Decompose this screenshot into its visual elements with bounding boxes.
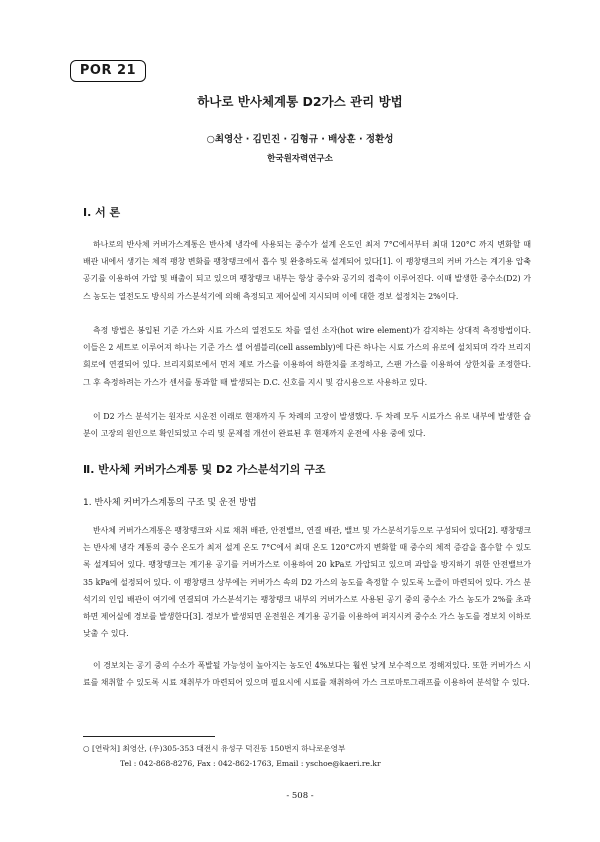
page-number: - 508 -	[286, 791, 314, 801]
paper-title: 하나로 반사체계통 D2가스 관리 방법	[197, 94, 403, 109]
author-list: ○최영산 · 김민진 · 김형규 · 배상훈 · 정환성	[206, 134, 394, 145]
intro-paragraph-3: 이 D2 가스 분석기는 원자로 시운전 이래로 현재까지 두 차례의 고장이 발생했다. 두 차례 모두 시료가스 유로 내부에 발생한 습분이 고장의 원인으로 확인되었고 수리 및 문제점 개선이 완료된 후 현재까지 운전에 사용 중에 있다.	[83, 412, 531, 439]
intro-paragraph-2: 측정 방법은 봉입된 기준 가스와 시료 가스의 열전도도 차를 열선 소자(hot wire element)가 감지하는 상대적 측정방법이다. 이들은 2 세트로 이루어져 하나는 기준 가스 셀 어셈블리(cell assembly)에 다른 하나는 시료 가스의 유로에 설치되며 각각 브리지 회로에 연결되어 있다. 브리지회로에서 먼저 제로 가스를 이용하여 하한치를 조정하고, 스팬 가스를 이용하여 상한치를 조정한다. 그 후 측정하려는 가스가 센서를 통과할 때 발생되는 D.C. 신호를 지시 및 감시용으로 사용하고 있다.	[83, 326, 531, 387]
contact-footnote: ○ [연락처] 최영산, (우)305-353 대전시 유성구 덕진동 150번지 하나로운영부	[83, 744, 346, 753]
section-heading-introduction: Ⅰ. 서 론	[83, 206, 121, 219]
structure-paragraph-2: 이 경보치는 공기 중의 수소가 폭발될 가능성이 높아지는 농도인 4%보다는 훨씬 낮게 보수적으로 정해져있다. 또한 커버가스 시료를 채취할 수 있도록 시료 채취부가 마련되어 있으며 필요시에 시료를 채취하여 가스 크로마토그래프를 이용하여 분석할 수 있다.	[83, 661, 531, 688]
structure-paragraph-1: 반사체 커버가스계통은 팽창탱크와 시료 채취 배관, 안전밸브, 연결 배관, 밸브 및 가스분석기등으로 구성되어 있다[2]. 팽창탱크는 반사체 냉각 계통의 중수 온도가 최저 설계 온도 7°C에서 최대 온도 120°C까지 변화할 때 중수의 체적 증감을 흡수할 수 있도록 설계되어 있다. 팽창탱크는 계기용 공기를 커버가스로 이용하여 20 kPa로 가압되고 있으며 과압을 방지하기 위한 안전밸브가 35 kPa에 설정되어 있다. 이 팽창탱크 상부에는 커버가스 속의 D2 가스의 농도를 측정할 수 있도록 노즐이 마련되어 있다. 가스 분석기의 인입 배관이 여기에 연결되며 가스분석기는 팽창탱크 내부의 커버가스로 사용된 공기 중의 중수소 가스 농도가 2%를 초과하면 제어실에 경보를 발생한다[3]. 경보가 발생되면 운전원은 계기용 공기를 이용하여 퍼지시켜 중수소 가스 농도를 경보치 이하로 낮출 수 있다.	[83, 526, 531, 639]
contact-details: Tel : 042-868-8276, Fax : 042-862-1763, Email : yschoe@kaeri.re.kr	[120, 759, 381, 768]
section-heading-structure: Ⅱ. 반사체 커버가스계통 및 D2 가스분석기의 구조	[83, 463, 326, 476]
paper-id-tag: POR 21	[70, 60, 146, 82]
footnote-divider	[83, 736, 215, 737]
intro-paragraph-1: 하나로의 반사체 커버가스계통은 반사체 냉각에 사용되는 중수가 설계 온도인 최저 7°C에서부터 최대 120°C 까지 변화할 때 배관 내에서 생기는 체적 팽창 변화를 팽창탱크에서 흡수 및 완충하도록 설계되어 있다[1]. 이 팽창탱크의 커버 가스는 계기용 압축공기를 이용하여 가압 및 배출이 되고 있으며 팽창탱크 내부는 항상 중수와 공기의 접촉이 이루어진다. 이때 발생한 중수소(D2) 가스 농도는 열전도도 방식의 가스분석기에 의해 측정되고 제어실에 지시되며 이에 대한 경보 설정치는 2%이다.	[83, 240, 531, 301]
subsection-heading-cover-gas: 1. 반사체 커버가스계통의 구조 및 운전 방법	[83, 498, 257, 508]
affiliation: 한국원자력연구소	[267, 154, 333, 164]
